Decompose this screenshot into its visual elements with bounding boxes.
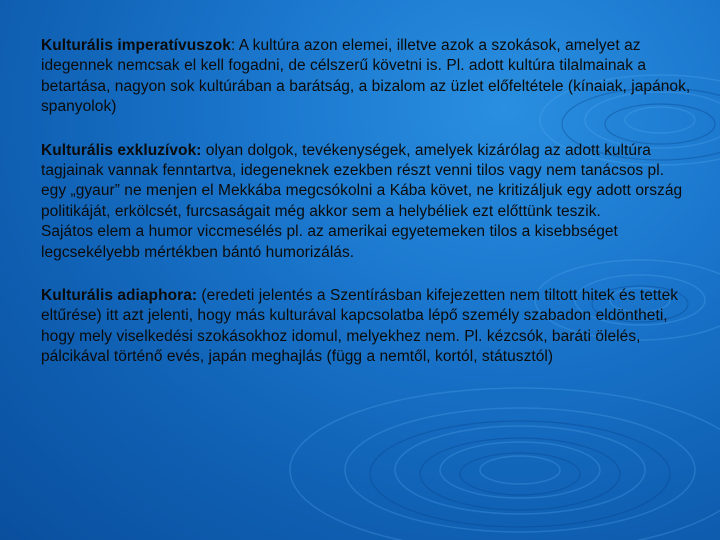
paragraph-imperativuszok	[41, 36, 691, 118]
text-humor: Sajátos elem a humor viccmesélés pl. az amerikai egyetemeken tilos a kisebbséget legcsekélyebb mértékben bántó humorizálás.	[41, 223, 618, 261]
text-adiaphora: (eredeti jelentés a Szentírásban kifejezetten nem tiltott hitek és tettek eltűrése) itt azt jelenti, hogy más kulturával kapcsolatba lépő személy szabadon eldöntheti, hogy mely viselkedési szokásokhoz idomul, melyekhez nem. Pl. kézcsók, baráti ölelés, pálcikával történő evés, japán meghajlás (függ a nemtől, kortól, státusztól)	[41, 287, 679, 366]
term-exkluzivok: Kulturális exkluzívok:	[41, 141, 202, 159]
text-imperativuszok: : A kultúra azon elemei, illetve azok a szokások, amelyet az idegennek nemcsak el kell fogadni, de célszerű követni is. Pl. adott kultúra tilalmainak a betartása, nagyon sok kultúrában a barátság, a bizalom az üzlet előfeltétele (kínaiak, japánok, spanyolok)	[41, 37, 691, 116]
term-imperativuszok: Kulturális imperatívuszok	[41, 37, 231, 54]
text-exkluzivok: olyan dolgok, tevékenységek, amelyek kizárólag az adott kultúra tagjainak vannak fenntartva, idegeneknek ezekben részt venni tilos vagy nem tanácsos pl. egy „gyaur” ne menjen el Mekkába megcsókolni a Kába követ, ne kritizáljuk egy adott ország politikáját, erkölcsét, furcsaságait még akkor sem a helybéliek ezt előttünk teszik.	[41, 141, 683, 220]
paragraph-adiaphora	[41, 286, 691, 368]
term-adiaphora: Kulturális adiaphora:	[41, 287, 198, 305]
paragraph-exkluzivok	[41, 141, 691, 223]
paragraph-humor	[41, 222, 691, 263]
slide-body	[41, 36, 691, 368]
